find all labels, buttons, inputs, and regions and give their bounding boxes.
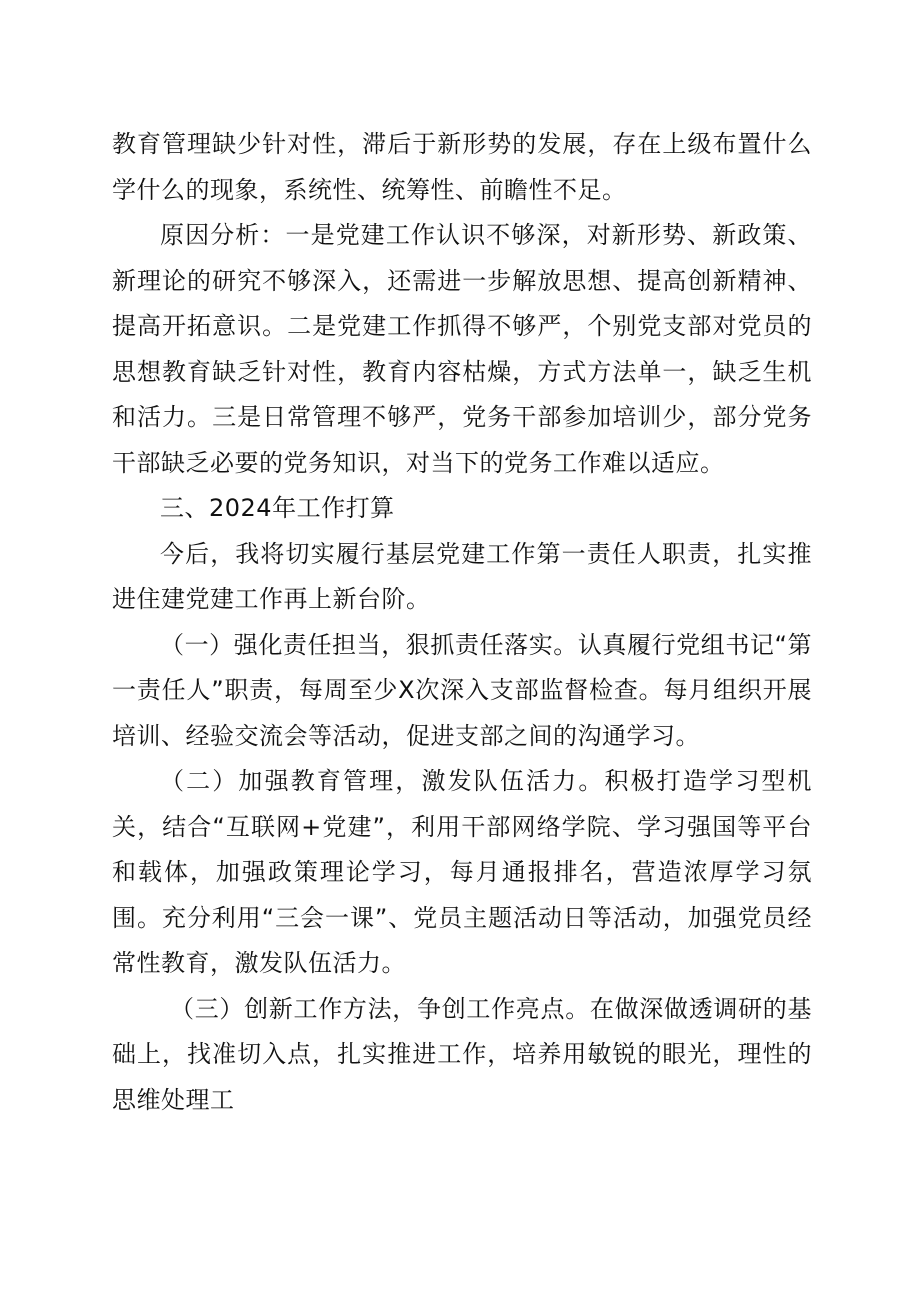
document-body bbox=[112, 122, 812, 1123]
paragraph-cause-analysis: 原因分析：一是党建工作认识不够深，对新形势、新政策、新理论的研究不够深入，还需进一步解放思想、提高创新精神、提高开拓意识。二是党建工作抓得不够严，个别党支部对党员的思想教育缺乏针对性，教育内容枯燥，方式方法单一，缺乏生机和活力。三是日常管理不够严，党务干部参加培训少，部分党务干部缺乏必要的党务知识，对当下的党务工作难以适应。 bbox=[112, 221, 812, 477]
paragraph-item-1: （一）强化责任担当，狠抓责任落实。认真履行党组书记“第一责任人”职责，每周至少X次深入支部监督检查。每月组织开展培训、经验交流会等活动，促进支部之间的沟通学习。 bbox=[112, 630, 812, 750]
paragraph-intro: 今后，我将切实履行基层党建工作第一责任人职责，扎实推进住建党建工作再上新台阶。 bbox=[112, 539, 812, 613]
paragraph-continuation: 教育管理缺少针对性，滞后于新形势的发展，存在上级布置什么学什么的现象，系统性、统筹性、前瞻性不足。 bbox=[112, 130, 812, 204]
section-heading-2024-plan: 三、2024年工作打算 bbox=[160, 494, 395, 522]
paragraph-item-2: （二）加强教育管理，激发队伍活力。积极打造学习型机关，结合“互联网+党建”，利用干部网络学院、学习强国等平台和载体，加强政策理论学习，每月通报排名，营造浓厚学习氛围。充分利用“三会一课”、党员主题活动日等活动，加强党员经常性教育，激发队伍活力。 bbox=[112, 767, 812, 977]
paragraph-item-3: （三）创新工作方法，争创工作亮点。在做深做透调研的基础上，找准切入点，扎实推进工作，培养用敏锐的眼光，理性的思维处理工 bbox=[112, 994, 812, 1114]
